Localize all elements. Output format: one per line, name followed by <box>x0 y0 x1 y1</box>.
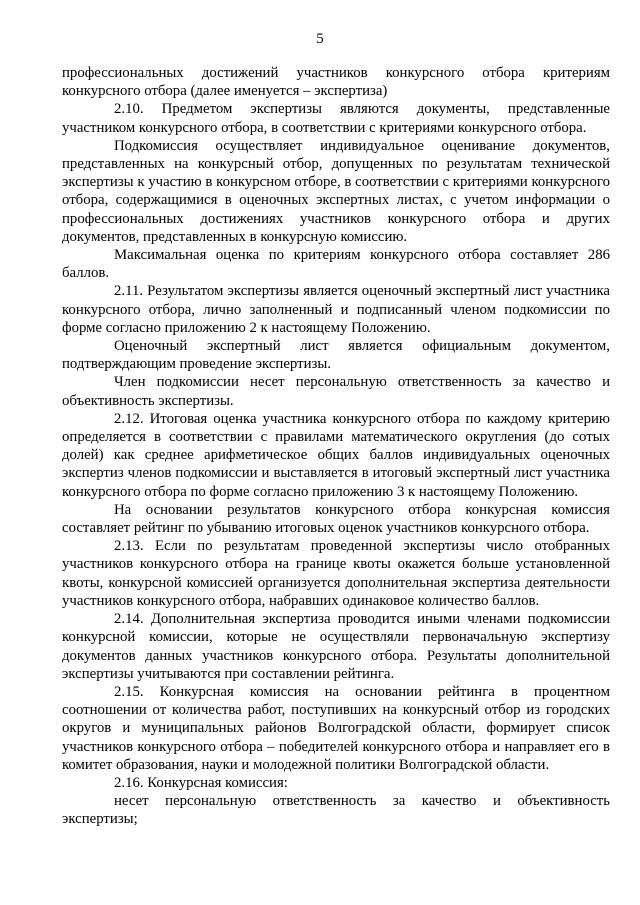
paragraph-max-score: Максимальная оценка по критериям конкурсного отбора составляет 286 баллов. <box>62 247 610 282</box>
paragraph-member-responsibility: Член подкомиссии несет персональную ответственность за качество и объективность экспертизы. <box>62 374 610 409</box>
paragraph-subcommission: Подкомиссия осуществляет индивидуальное оценивание документов, представленных на конкурсный отбор, допущенных по результатам технической экспертизы к участию в конкурсном отборе, в соответствии с критериями конкурсного отбора, содержащимися в оценочных экспертных листах, с учетом информации о профессиональных достижениях участников конкурсного отбора и других документов, представленных в конкурсную комиссию. <box>62 137 610 245</box>
paragraph-responsibility: несет персональную ответственность за качество и объективность экспертизы; <box>62 793 610 828</box>
paragraph-2-14: 2.14. Дополнительная экспертиза проводится иными членами подкомиссии конкурсной комиссии, которые не осуществляли первоначальную экспертизу документов данных участников конкурсного отбора. Результаты дополнительной экспертизы учитываются при составлении рейтинга. <box>62 611 610 682</box>
paragraph-rating: На основании результатов конкурсного отбора конкурсная комиссия составляет рейтинг по убыванию итоговых оценок участников конкурсного отбора. <box>62 501 610 537</box>
paragraph-continuation: профессиональных достижений участников конкурсного отбора критериям конкурсного отбора (далее именуется – экспертиза) <box>62 65 610 100</box>
paragraph-2-16: 2.16. Конкурсная комиссия: <box>114 774 288 791</box>
paragraph-2-12: 2.12. Итоговая оценка участника конкурсного отбора по каждому критерию определяется в соответствии с правилами математического округления (до сотых долей) как среднее арифметическое общих баллов индивидуальных оценочных экспертиз членов подкомиссии и выставляется в итоговый экспертный лист участника конкурсного отбора по форме согласно приложению 3 к настоящему Положению. <box>62 410 610 500</box>
paragraph-2-10: 2.10. Предметом экспертизы являются документы, представленные участником конкурсного отбора, в соответствии с критериями конкурсного отбора. <box>62 101 610 136</box>
document-body <box>62 64 610 829</box>
paragraph-2-13: 2.13. Если по результатам проведенной экспертизы число отобранных участников конкурсного отбора на границе квоты окажется больше установленной квоты, конкурсной комиссией организуется дополнительная экспертиза деятельности участников конкурсного отбора, набравших одинаковое количество баллов. <box>62 538 610 609</box>
page-number: 5 <box>316 31 324 47</box>
paragraph-evaluation-sheet: Оценочный экспертный лист является официальным документом, подтверждающим проведение экспертизы. <box>62 338 610 373</box>
paragraph-2-15: 2.15. Конкурсная комиссия на основании рейтинга в процентном соотношении от количества работ, поступивших на конкурсный отбор из городских округов и муниципальных районов Волгоградской области, формирует список участников конкурсного отбора – победителей конкурсного отбора и направляет его в комитет образования, науки и молодежной политики Волгоградской области. <box>62 683 610 773</box>
paragraph-2-11: 2.11. Результатом экспертизы является оценочный экспертный лист участника конкурсного отбора, лично заполненный и подписанный членом подкомиссии по форме согласно приложению 2 к настоящему Положению. <box>62 283 610 336</box>
